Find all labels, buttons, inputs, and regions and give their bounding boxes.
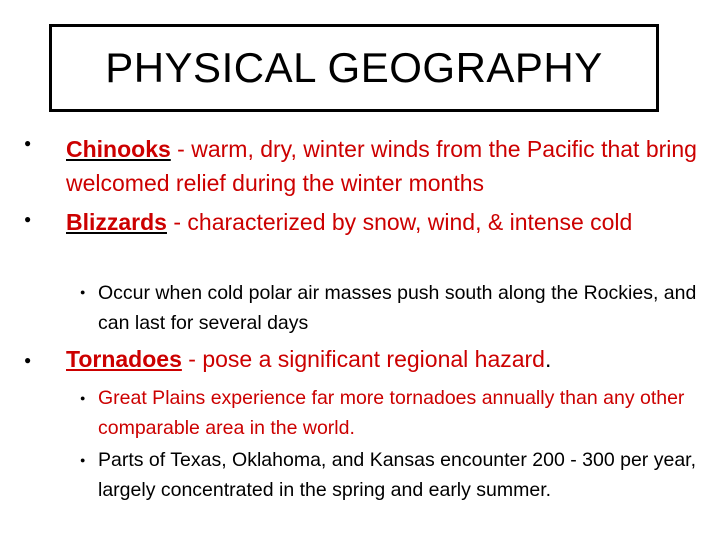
term-blizzards: Blizzards <box>66 209 167 235</box>
sub-bullet-icon: ● <box>80 393 86 403</box>
bullet-icon: ● <box>24 136 32 150</box>
desc-tornadoes-period: . <box>544 346 552 372</box>
list-item-tornadoes <box>66 342 716 376</box>
term-tornadoes: Tornadoes <box>66 346 182 372</box>
title-box <box>49 24 659 112</box>
sub-bullet-icon: ● <box>80 455 86 465</box>
list-item-chinooks <box>66 132 716 200</box>
desc-chinooks: - warm, dry, winter winds from the Pacific that bring welcomed relief during the winter months <box>66 136 697 196</box>
term-chinooks: Chinooks <box>66 136 171 162</box>
bullet-icon: ● <box>24 212 32 226</box>
page-title: PHYSICAL GEOGRAPHY <box>105 44 603 91</box>
bullet-icon: ● <box>24 353 32 367</box>
sub-item-tornadoes-1: Parts of Texas, Oklahoma, and Kansas encounter 200 - 300 per year, largely concentrated in the spring and early summer. <box>98 449 696 501</box>
sub-bullet-icon: ● <box>80 287 86 297</box>
sub-item-tornadoes-0: Great Plains experience far more tornadoes annually than any other comparable area in the world. <box>98 387 685 439</box>
desc-blizzards: - characterized by snow, wind, & intense cold <box>166 209 633 235</box>
list-item-blizzards <box>66 205 716 239</box>
sub-item-blizzards-0: Occur when cold polar air masses push south along the Rockies, and can last for several days <box>98 282 697 334</box>
desc-tornadoes: - pose a significant regional hazard <box>181 346 545 372</box>
